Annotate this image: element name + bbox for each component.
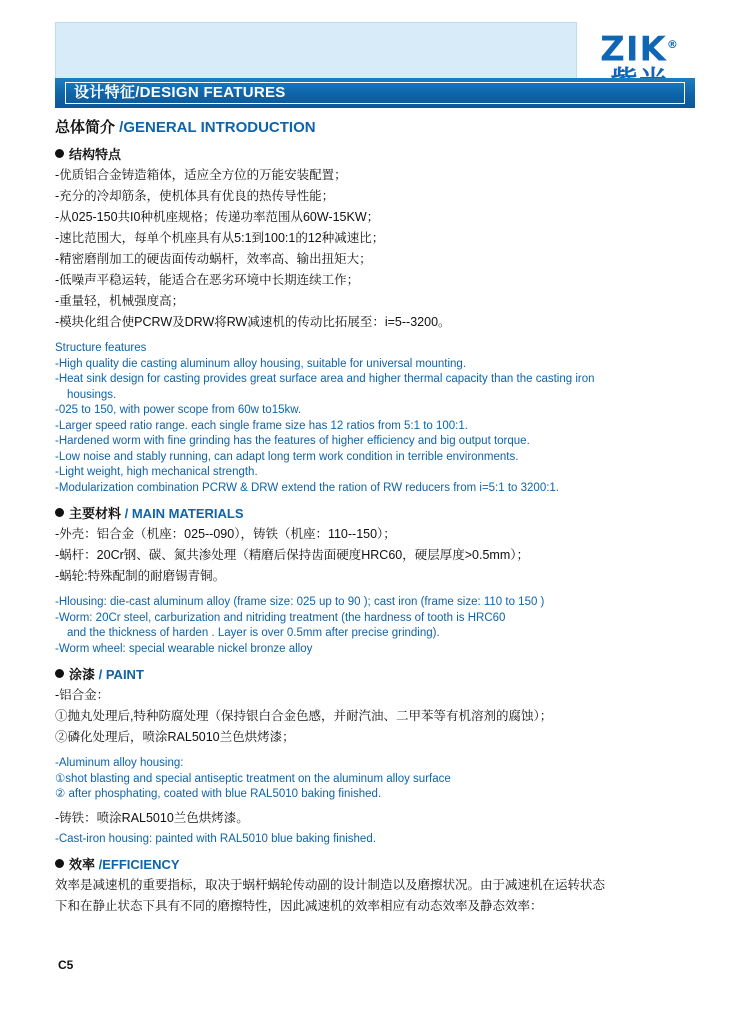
list-item: ②磷化处理后，喷涂RAL5010兰色烘烤漆； bbox=[55, 730, 295, 744]
page-number: C5 bbox=[58, 958, 74, 972]
list-item: -从025-150共I0种机座规格；传递功率范围从60W-15KW； bbox=[55, 210, 380, 224]
list-item: -Larger speed ratio range. each single frame size has 12 ratios from 5:1 to 100:1. bbox=[55, 419, 468, 432]
list-item: and the thickness of harden . Layer is over 0.5mm after precise grinding). bbox=[67, 627, 440, 639]
logo-wordmark-text: ZIK bbox=[600, 29, 667, 70]
list-item: -Modularization combination PCRW & DRW extend the ration of RW reducers from i=5:1 to 3200:1. bbox=[55, 481, 559, 494]
section-title-text: 设计特征/DESIGN FEATURES bbox=[65, 82, 685, 104]
list-item: -Heat sink design for casting provides great surface area and higher thermal capacity than the casting iron bbox=[55, 373, 595, 385]
heading-structure-features bbox=[55, 146, 700, 163]
list-item: -铝合金： bbox=[55, 688, 110, 702]
paragraph-line: 效率是减速机的重要指标，取决于蜗杆蜗轮传动副的设计制造以及磨擦状况。由于减速机在运转状态 bbox=[55, 878, 606, 892]
heading-efficiency-en: /EFFICIENCY bbox=[98, 857, 180, 872]
structure-en-title: Structure features bbox=[55, 342, 147, 354]
list-item: -Worm wheel: special wearable nickel bronze alloy bbox=[55, 642, 313, 655]
structure-en-block bbox=[55, 341, 700, 496]
section-title-bar bbox=[55, 78, 695, 108]
list-item: ①shot blasting and special antiseptic treatment on the aluminum alloy surface bbox=[55, 772, 451, 785]
heading-paint-en: / PAINT bbox=[98, 667, 144, 682]
heading-main-materials-cn: 主要材料 bbox=[69, 506, 125, 521]
paint-en-block-aluminum bbox=[55, 756, 700, 803]
header-background-band bbox=[55, 22, 577, 82]
list-item: -模块化组合使PCRW及DRW将RW减速机的传动比拓展至：i=5--3200。 bbox=[55, 315, 451, 329]
logo-wordmark bbox=[567, 28, 712, 70]
paint-cn-cast-iron: -铸铁：喷涂RAL5010兰色烘烤漆。 bbox=[55, 810, 249, 825]
list-item: -优质铝合金铸造箱体，适应全方位的万能安装配置； bbox=[55, 168, 347, 182]
heading-efficiency-cn: 效率 bbox=[69, 857, 99, 872]
materials-cn-list bbox=[55, 524, 700, 587]
list-item: -精密磨削加工的硬齿面传动蜗杆，效率高、输出扭矩大； bbox=[55, 252, 372, 266]
heading-paint-cn: 涂漆 bbox=[69, 667, 99, 682]
list-item: -025 to 150, with power scope from 60w to15kw. bbox=[55, 404, 302, 416]
bullet-dot-icon bbox=[55, 508, 64, 517]
bullet-dot-icon bbox=[55, 669, 64, 678]
list-item: ② after phosphating, coated with blue RAL5010 baking finished. bbox=[55, 788, 382, 800]
list-item: -速比范围大，每单个机座具有从5:1到100:1的12种减速比； bbox=[55, 231, 385, 245]
list-item: -Low noise and stably running, can adapt long term work condition in terrible environments. bbox=[55, 450, 519, 463]
list-item: ①抛丸处理后,特种防腐处理（保持银白合金色感，并耐汽油、二甲苯等有机溶剂的腐蚀）； bbox=[55, 709, 553, 723]
list-item: -Cast-iron housing: painted with RAL5010 blue baking finished. bbox=[55, 832, 376, 845]
list-item: -蜗轮:特殊配制的耐磨锡青铜。 bbox=[55, 569, 226, 583]
heading-main-materials bbox=[55, 505, 700, 522]
list-item: -Aluminum alloy housing: bbox=[55, 757, 184, 769]
heading-main-materials-en: / MAIN MATERIALS bbox=[124, 506, 244, 521]
paint-cn-list bbox=[55, 685, 700, 748]
paragraph-line: 下和在静止状态下具有不同的磨擦特性，因此减速机的效率相应有动态效率及静态效率： bbox=[55, 899, 543, 913]
paint-en-block-cast-iron bbox=[55, 832, 700, 848]
list-item: -重量轻，机械强度高； bbox=[55, 294, 185, 308]
list-item: -低噪声平稳运转，能适合在恶劣环境中长期连续工作； bbox=[55, 273, 360, 287]
list-item: housings. bbox=[67, 388, 117, 401]
registered-trademark-icon: ® bbox=[666, 38, 679, 51]
list-item: -充分的冷却筋条，使机体具有优良的热传导性能； bbox=[55, 189, 335, 203]
page-title-en: /GENERAL INTRODUCTION bbox=[119, 119, 316, 136]
heading-structure-features-cn: 结构特点 bbox=[69, 147, 122, 162]
page-title-cn: 总体简介 bbox=[55, 119, 120, 136]
list-item: -外壳：铝合金（机座：025--090），铸铁（机座：110--150）； bbox=[55, 527, 396, 541]
bullet-dot-icon bbox=[55, 859, 64, 868]
list-item: -Worm: 20Cr steel, carburization and nitriding treatment (the hardness of tooth is HRC60 bbox=[55, 611, 506, 624]
materials-en-block bbox=[55, 595, 700, 657]
heading-efficiency bbox=[55, 856, 700, 873]
structure-cn-list bbox=[55, 165, 700, 333]
list-item: -High quality die casting aluminum alloy housing, suitable for universal mounting. bbox=[55, 357, 467, 370]
list-item: -Light weight, high mechanical strength. bbox=[55, 466, 258, 478]
bullet-dot-icon bbox=[55, 149, 64, 158]
list-item: -蜗杆：20Cr钢、碳、氮共渗处理（精磨后保持齿面硬度HRC60，硬层厚度>0.5mm）； bbox=[55, 548, 529, 562]
document-content bbox=[55, 116, 700, 917]
page-title bbox=[55, 116, 700, 137]
list-item: -Hlousing: die-cast aluminum alloy (frame size: 025 up to 90 ); cast iron (frame size: 110 to 150 ) bbox=[55, 596, 545, 608]
heading-paint bbox=[55, 666, 700, 683]
list-item: -Hardened worm with fine grinding has the features of higher efficiency and big output torque. bbox=[55, 435, 530, 447]
efficiency-paragraph bbox=[55, 875, 700, 917]
